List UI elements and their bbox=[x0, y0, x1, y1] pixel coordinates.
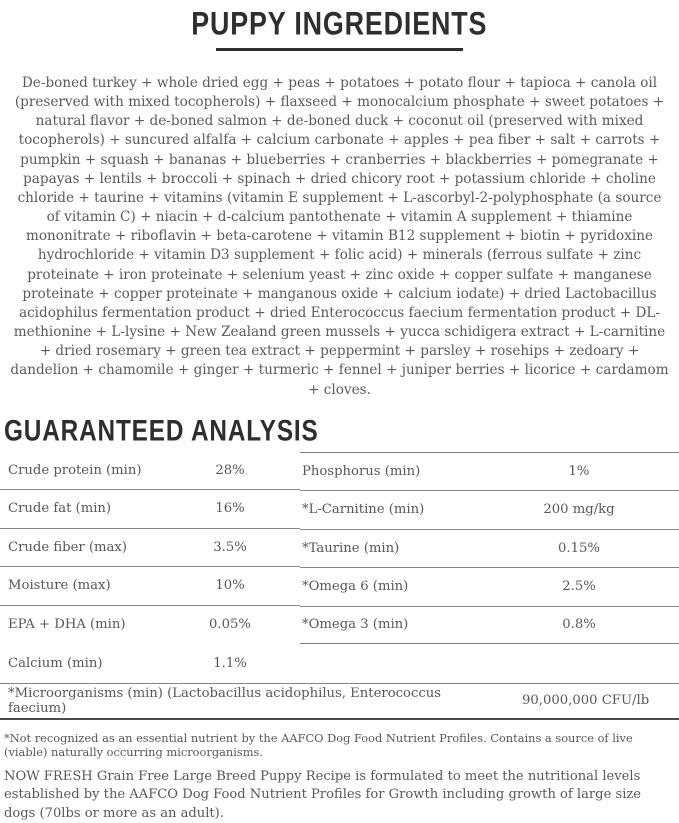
nutrient-value: 0.8% bbox=[562, 617, 596, 633]
nutrient-label: Crude protein (min) bbox=[8, 462, 142, 478]
title-underline bbox=[216, 48, 463, 51]
guaranteed-analysis-title: GUARANTEED ANALYSIS bbox=[4, 414, 319, 448]
table-row bbox=[0, 567, 300, 606]
nutrient-value: 0.05% bbox=[209, 617, 251, 633]
nutrient-label: *L-Carnitine (min) bbox=[302, 502, 425, 518]
nutrient-value: 200 mg/kg bbox=[543, 502, 615, 518]
table-row bbox=[300, 568, 679, 607]
microorganisms-row bbox=[0, 683, 679, 720]
table-row bbox=[300, 491, 679, 530]
nutrient-label: Phosphorus (min) bbox=[302, 463, 421, 479]
formulation-footnote: NOW FRESH Grain Free Large Breed Puppy Recipe is formulated to meet the nutritional levels established by the AAFCO Dog Food Nutrient Profiles for Growth including growth of large size dogs (70lbs or more as an adult). bbox=[4, 768, 642, 821]
guaranteed-analysis-table bbox=[0, 452, 679, 720]
nutrient-label: Calcium (min) bbox=[8, 655, 103, 671]
nutrient-value: 0.15% bbox=[558, 540, 600, 556]
table-row bbox=[300, 453, 679, 492]
ingredients-header bbox=[0, 0, 679, 42]
table-row bbox=[0, 529, 300, 568]
table-row bbox=[0, 606, 300, 645]
table-row bbox=[300, 530, 679, 569]
nutrient-value: 3.5% bbox=[213, 539, 247, 555]
table-row bbox=[0, 644, 300, 683]
nutrient-label: *Taurine (min) bbox=[302, 540, 400, 556]
analysis-left-column bbox=[0, 452, 300, 683]
nutrient-label: Crude fiber (max) bbox=[8, 539, 127, 555]
nutrient-value: 90,000,000 CFU/lb bbox=[522, 693, 650, 709]
guaranteed-analysis-header bbox=[4, 415, 679, 452]
table-row bbox=[300, 607, 679, 645]
nutrient-label: *Omega 6 (min) bbox=[302, 579, 409, 595]
nutrient-label: Crude fat (min) bbox=[8, 501, 112, 517]
table-row bbox=[0, 490, 300, 529]
table-row bbox=[0, 452, 300, 491]
nutrient-value: 2.5% bbox=[562, 579, 596, 595]
analysis-right-column bbox=[300, 452, 679, 683]
nutrient-label: *Microorganisms (min) (Lactobacillus acidophilus, Enterococcus faecium) bbox=[8, 685, 442, 716]
nutrient-value: 1.1% bbox=[213, 655, 247, 671]
ingredients-paragraph: De-boned turkey + whole dried egg + peas + potatoes + potato flour + tapioca + canola oil (preserved with mixed tocopherols) + flaxseed + monocalcium phosphate + sweet potatoes + natural flavor + de-boned salmon + de-boned duck + coconut oil (preserved with mixed tocopherols) + suncured alfalfa + calcium carbonate + apples + pea fiber + salt + carrots + pumpkin + squash + bananas + blueberries + cranberries + blackberries + pomegranate + papayas + lentils + broccoli + spinach + dried chicory root + potassium chloride + choline chloride + taurine + vitamins (vitamin E supplement + L-ascorbyl-2-polyphosphate (a source of vitamin C) + niacin + d-calcium pantothenate + vitamin A supplement + thiamine mononitrate + riboflavin + beta-carotene + vitamin B12 supplement + biotin + pyridoxine hydrochloride + vitamin D3 supplement + folic acid) + minerals (ferrous sulfate + zinc proteinate + iron proteinate + selenium yeast + zinc oxide + copper sulfate + manganese proteinate + copper proteinate + manganous oxide + calcium iodate) + dried Lactobacillus acidophilus fermentation product + dried Enterococcus faecium fermentation product + DL-methionine + L-lysine + New Zealand green mussels + yucca schidigera extract + L-carnitine + dried rosemary + green tea extract + peppermint + parsley + rosehips + zedoary + dandelion + chamomile + ginger + turmeric + fennel + juniper berries + licorice + cardamom + cloves. bbox=[10, 75, 669, 398]
nutrient-label: *Omega 3 (min) bbox=[302, 617, 409, 633]
nutrient-value: 16% bbox=[215, 501, 245, 517]
analysis-columns bbox=[0, 452, 679, 683]
asterisk-footnote: *Not recognized as an essential nutrient by the AAFCO Dog Food Nutrient Profiles. Contains a source of live (viable) naturally occurring microorganisms. bbox=[4, 730, 633, 759]
nutrient-value: 28% bbox=[215, 462, 245, 478]
nutrient-label: EPA + DHA (min) bbox=[8, 617, 126, 633]
ingredients-title: PUPPY INGREDIENTS bbox=[191, 5, 488, 42]
nutrient-value: 1% bbox=[568, 463, 590, 479]
nutrient-value: 10% bbox=[215, 578, 245, 594]
nutrient-label: Moisture (max) bbox=[8, 578, 111, 594]
